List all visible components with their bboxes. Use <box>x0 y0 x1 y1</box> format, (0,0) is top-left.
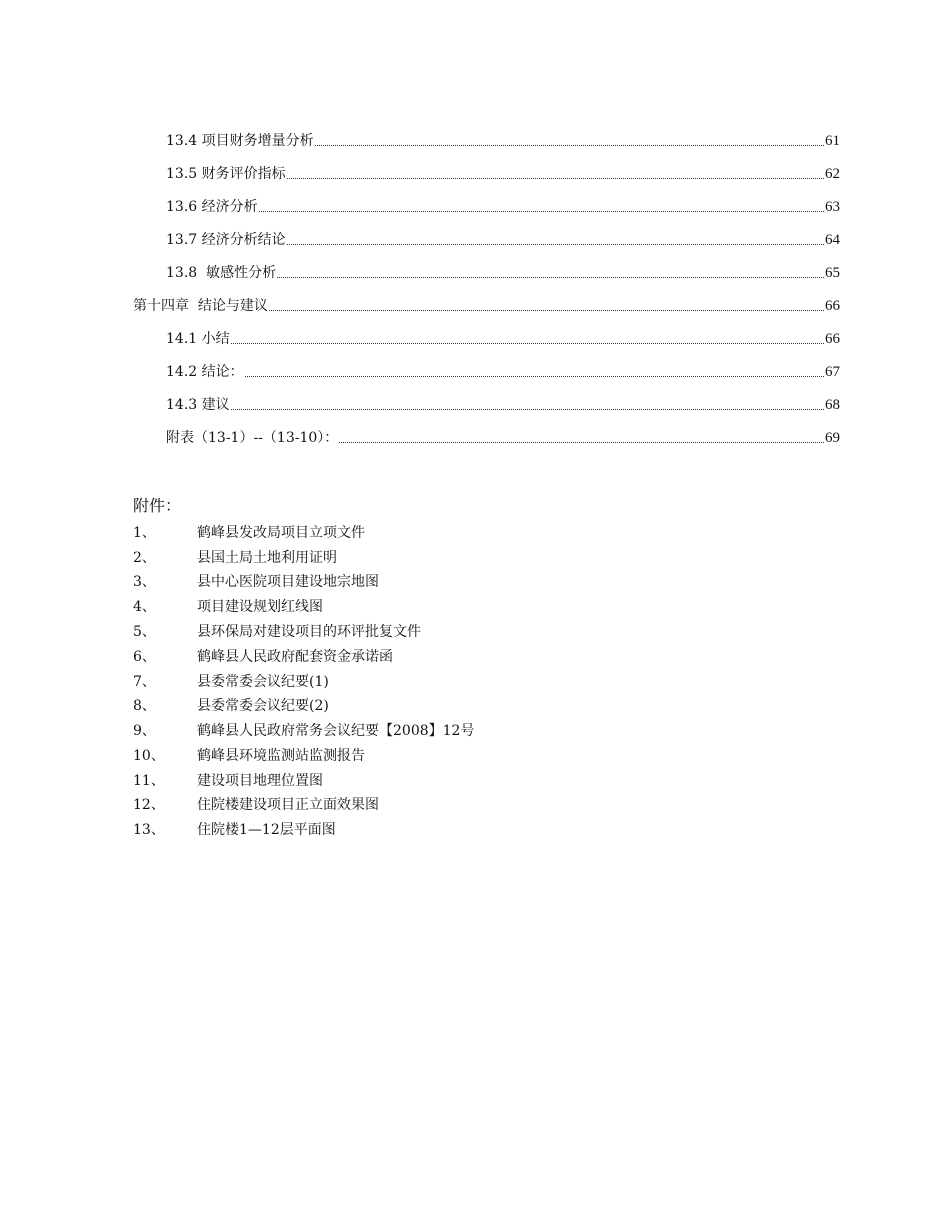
attachment-number: 13、 <box>133 822 165 838</box>
attachment-number: 12、 <box>133 797 165 813</box>
toc-entry-page: 69 <box>825 430 840 446</box>
toc-leader-dots <box>231 409 824 410</box>
attachment-title: 县国土局土地利用证明 <box>197 550 337 566</box>
toc-entry[interactable] <box>166 227 840 249</box>
attachment-item <box>133 572 379 592</box>
toc-entry[interactable] <box>166 359 840 381</box>
attachment-title: 鹤峰县发改局项目立项文件 <box>197 525 365 541</box>
toc-leader-dots <box>339 442 824 443</box>
attachment-item <box>133 771 323 791</box>
attachment-number: 2、 <box>133 550 156 566</box>
attachments-heading: 附件： <box>133 496 182 515</box>
attachment-title: 住院楼1—12层平面图 <box>197 822 336 838</box>
toc-leader-dots <box>315 145 824 146</box>
attachment-item <box>133 548 337 568</box>
attachment-number: 9、 <box>133 723 156 739</box>
toc-entry-page: 67 <box>825 364 840 380</box>
toc-entry[interactable] <box>166 392 840 414</box>
attachment-title: 县环保局对建设项目的环评批复文件 <box>197 624 421 640</box>
toc-entry-title: 13.6 经济分析 <box>166 199 258 215</box>
toc-entry-title: 13.4 项目财务增量分析 <box>166 133 314 149</box>
attachment-item <box>133 622 421 642</box>
toc-entry[interactable] <box>166 128 840 150</box>
toc-entry[interactable] <box>166 260 840 282</box>
attachment-item <box>133 672 329 692</box>
attachment-title: 鹤峰县人民政府常务会议纪要【2008】12号 <box>197 723 475 739</box>
toc-entry-title: 14.3 建议 <box>166 397 230 413</box>
toc-entry-page: 64 <box>825 232 840 248</box>
toc-entry-page: 61 <box>825 133 840 149</box>
toc-entry-page: 68 <box>825 397 840 413</box>
attachment-number: 10、 <box>133 748 165 764</box>
toc-entry-page: 63 <box>825 199 840 215</box>
toc-chapter-entry[interactable] <box>133 293 840 315</box>
attachment-item <box>133 820 336 840</box>
attachment-number: 5、 <box>133 624 156 640</box>
attachment-title: 建设项目地理位置图 <box>197 773 323 789</box>
toc-entry-page: 66 <box>825 331 840 347</box>
toc-entry-title: 附表（13-1）--（13-10）： <box>166 430 339 446</box>
toc-entry-page: 62 <box>825 166 840 182</box>
attachment-title: 鹤峰县环境监测站监测报告 <box>197 748 365 764</box>
toc-entry[interactable] <box>166 425 840 447</box>
attachment-item <box>133 795 379 815</box>
toc-entry[interactable] <box>166 326 840 348</box>
toc-leader-dots <box>287 178 824 179</box>
attachment-item <box>133 696 329 716</box>
toc-entry-page: 66 <box>825 298 840 314</box>
attachment-number: 4、 <box>133 599 156 615</box>
toc-entry-page: 65 <box>825 265 840 281</box>
attachment-number: 1、 <box>133 525 156 541</box>
toc-entry[interactable] <box>166 161 840 183</box>
toc-leader-dots <box>259 211 824 212</box>
toc-leader-dots <box>277 277 824 278</box>
attachment-number: 8、 <box>133 698 156 714</box>
attachment-title: 县委常委会议纪要(2) <box>197 698 329 714</box>
attachment-title: 县中心医院项目建设地宗地图 <box>197 574 379 590</box>
attachment-title: 住院楼建设项目正立面效果图 <box>197 797 379 813</box>
attachment-number: 6、 <box>133 649 156 665</box>
attachment-number: 11、 <box>133 773 165 789</box>
attachment-item <box>133 746 365 766</box>
attachment-number: 7、 <box>133 674 156 690</box>
toc-entry-title: 第十四章 结论与建议 <box>133 298 268 314</box>
toc-leader-dots <box>245 376 824 377</box>
attachment-item <box>133 721 475 741</box>
toc-leader-dots <box>287 244 824 245</box>
toc-leader-dots <box>231 343 824 344</box>
attachment-item <box>133 647 393 667</box>
toc-entry-title: 13.5 财务评价指标 <box>166 166 286 182</box>
attachment-title: 县委常委会议纪要(1) <box>197 674 329 690</box>
toc-entry-title: 13.7 经济分析结论 <box>166 232 286 248</box>
attachment-title: 项目建设规划红线图 <box>197 599 323 615</box>
toc-entry-title: 13.8 敏感性分析 <box>166 265 277 281</box>
toc-entry-title: 14.2 结论： <box>166 364 244 380</box>
attachment-item <box>133 523 365 543</box>
attachment-number: 3、 <box>133 574 156 590</box>
attachment-item <box>133 597 323 617</box>
toc-entry[interactable] <box>166 194 840 216</box>
attachment-title: 鹤峰县人民政府配套资金承诺函 <box>197 649 393 665</box>
toc-leader-dots <box>269 310 824 311</box>
toc-entry-title: 14.1 小结 <box>166 331 230 347</box>
